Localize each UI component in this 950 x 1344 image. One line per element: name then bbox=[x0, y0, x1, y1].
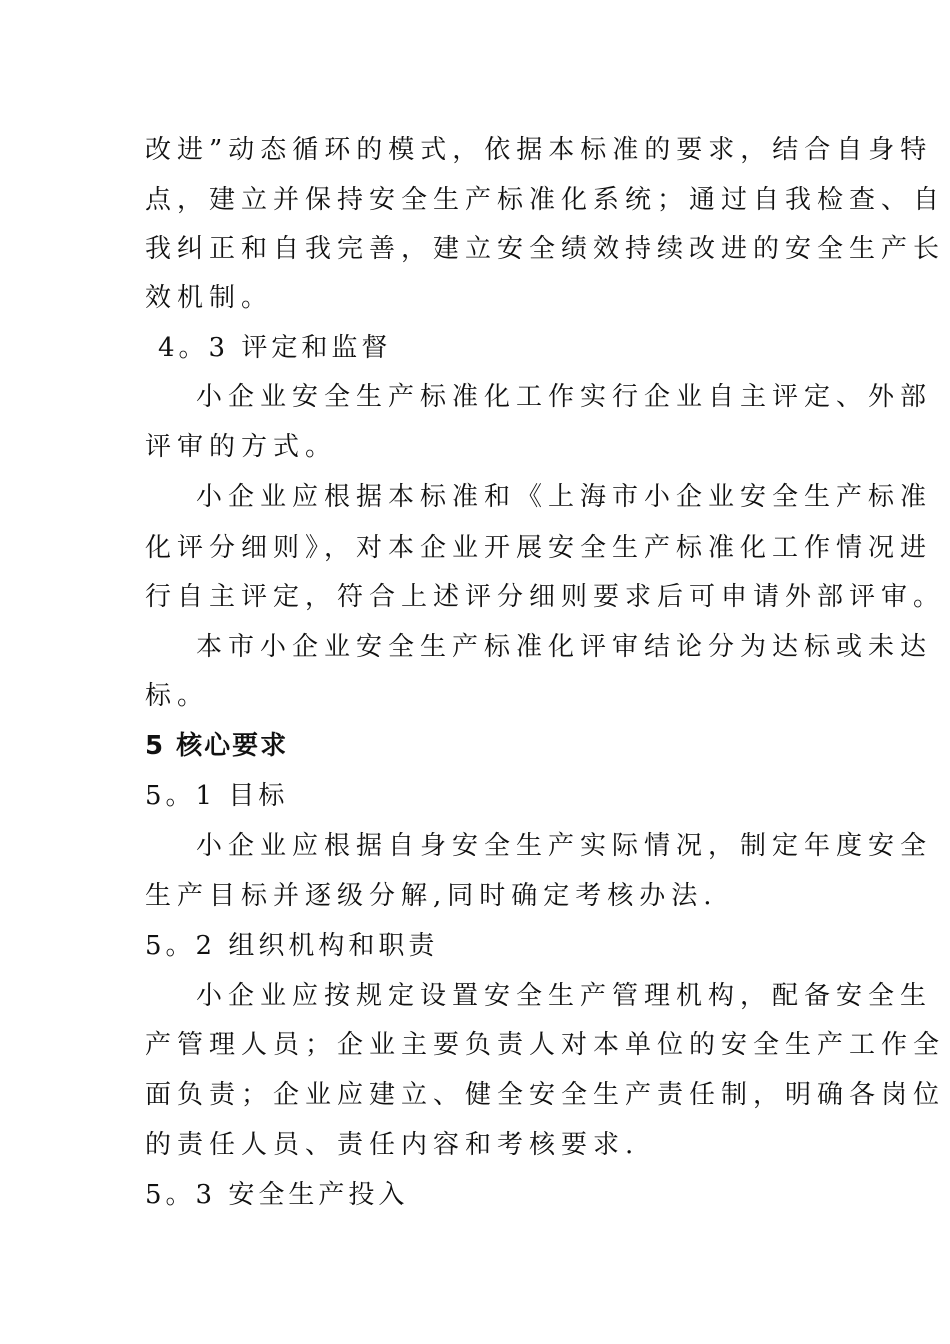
paragraph-line: 我纠正和自我完善，建立安全绩效持续改进的安全生产长 bbox=[145, 234, 946, 264]
paragraph-line: 面负责；企业应建立、健全安全生产责任制，明确各岗位 bbox=[145, 1080, 946, 1110]
section-heading-5-2: 5。2 组织机构和职责 bbox=[145, 931, 439, 961]
paragraph-line: 行自主评定，符合上述评分细则要求后可申请外部评审。 bbox=[145, 582, 946, 612]
paragraph-line: 小企业应根据自身安全生产实际情况，制定年度安全 bbox=[196, 831, 933, 861]
paragraph-line: 产管理人员；企业主要负责人对本单位的安全生产工作全 bbox=[145, 1030, 946, 1060]
paragraph-line: 小企业应按规定设置安全生产管理机构，配备安全生 bbox=[196, 981, 933, 1011]
section-heading-5-1: 5。1 目标 bbox=[145, 781, 289, 811]
paragraph-line: 标。 bbox=[145, 681, 210, 711]
paragraph-line: 的责任人员、责任内容和考核要求. bbox=[145, 1130, 640, 1160]
paragraph-line: 本市小企业安全生产标准化评审结论分为达标或未达 bbox=[196, 632, 933, 662]
chapter-heading-5: 5 核心要求 bbox=[145, 731, 289, 761]
paragraph-line: 化评分细则》，对本企业开展安全生产标准化工作情况进 bbox=[145, 533, 933, 563]
paragraph-line: 小企业安全生产标准化工作实行企业自主评定、外部 bbox=[196, 382, 933, 412]
paragraph-line: 小企业应根据本标准和《上海市小企业安全生产标准 bbox=[196, 482, 933, 512]
paragraph-line: 生产目标并逐级分解,同时确定考核办法. bbox=[145, 881, 718, 911]
paragraph-line: 点，建立并保持安全生产标准化系统；通过自我检查、自 bbox=[145, 185, 946, 215]
paragraph-line: 评审的方式。 bbox=[145, 432, 338, 462]
section-heading-4-3: 4。3 评定和监督 bbox=[158, 333, 392, 363]
section-heading-5-3: 5。3 安全生产投入 bbox=[145, 1180, 409, 1210]
paragraph-line: 效机制。 bbox=[145, 283, 274, 313]
paragraph-line: 改进”动态循环的模式，依据本标准的要求，结合自身特 bbox=[145, 135, 933, 165]
